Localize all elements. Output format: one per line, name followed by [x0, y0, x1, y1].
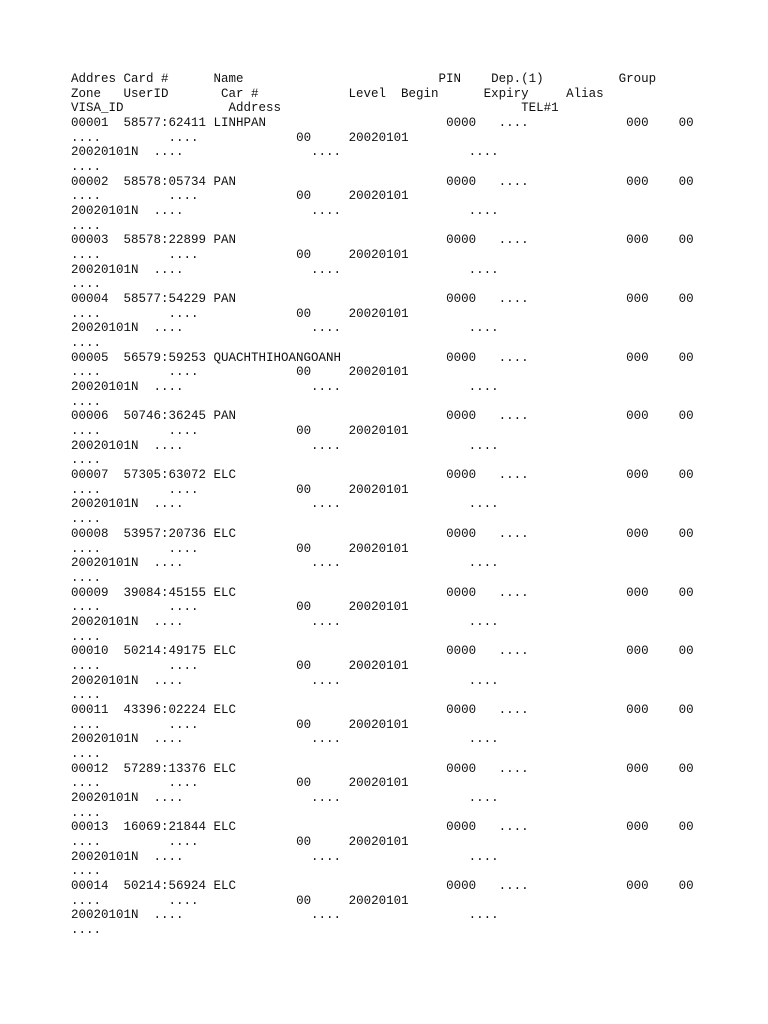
tel-value: ....: [468, 614, 499, 629]
record-line-4: [71, 688, 694, 703]
alias-value: ....: [71, 629, 102, 644]
record-line-2: [71, 894, 694, 909]
zone-value: ....: [71, 893, 169, 908]
addres-value: 00001: [71, 116, 124, 131]
record-line-4: [71, 336, 694, 351]
pin-value: 0000: [446, 350, 499, 365]
pin-value: 0000: [446, 585, 499, 600]
record-line-1: [71, 233, 694, 248]
record-line-1: [71, 175, 694, 190]
group-value: 000: [626, 174, 679, 189]
zone-value: ....: [71, 776, 169, 791]
tel-value: ....: [468, 262, 499, 277]
tel-value: ....: [468, 145, 499, 160]
tel-value: ....: [468, 908, 499, 923]
pin-value: 0000: [446, 702, 499, 717]
begin-value: 20020101: [348, 893, 409, 908]
level-value: 00: [296, 130, 349, 145]
name-value: ELC: [213, 526, 447, 541]
userid-value: ....: [168, 600, 297, 615]
userid-value: ....: [168, 130, 297, 145]
dep-value: ....: [498, 585, 627, 600]
visa-id-value: 20020101N: [71, 673, 154, 688]
visa-id-value: 20020101N: [71, 614, 154, 629]
record-line-3: [71, 850, 694, 865]
dep-value: ....: [498, 526, 627, 541]
zone-value: ....: [71, 306, 169, 321]
card-number-value: 58578:05734: [123, 174, 214, 189]
card-number-value: 39084:45155: [123, 585, 214, 600]
userid-value: ....: [168, 248, 297, 263]
zone-value: ....: [71, 365, 169, 380]
record: [71, 233, 694, 292]
tel-value: ....: [468, 321, 499, 336]
group-sub-value: 00: [678, 233, 694, 248]
record-line-1: [71, 527, 694, 542]
tel-value: ....: [468, 673, 499, 688]
tel-value: ....: [468, 556, 499, 571]
group-value: 000: [626, 585, 679, 600]
zone-value: ....: [71, 834, 169, 849]
record-line-2: [71, 189, 694, 204]
addres-value: 00008: [71, 526, 124, 541]
addres-value: 00013: [71, 820, 124, 835]
tel-value: ....: [468, 790, 499, 805]
record-line-1: [71, 351, 694, 366]
alias-value: ....: [71, 688, 102, 703]
dep-value: ....: [498, 116, 627, 131]
record-line-2: [71, 718, 694, 733]
userid-value: ....: [168, 893, 297, 908]
card-number-value: 50214:49175: [123, 644, 214, 659]
record: [71, 703, 694, 762]
level-value: 00: [296, 717, 349, 732]
record-line-3: [71, 674, 694, 689]
addres-value: 00009: [71, 585, 124, 600]
record: [71, 820, 694, 879]
group-sub-value: 00: [678, 468, 694, 483]
header-line-1: Addres Card # Name PIN Dep.(1) Group: [71, 72, 657, 86]
record-line-4: [71, 219, 694, 234]
record-line-1: [71, 116, 694, 131]
name-value: QUACHTHIHOANGOANH: [213, 350, 447, 365]
visa-id-value: 20020101N: [71, 438, 154, 453]
alias-value: ....: [71, 922, 102, 937]
begin-value: 20020101: [348, 834, 409, 849]
record-line-2: [71, 424, 694, 439]
addres-value: 00007: [71, 468, 124, 483]
userid-value: ....: [168, 306, 297, 321]
pin-value: 0000: [446, 468, 499, 483]
begin-value: 20020101: [348, 776, 409, 791]
name-value: ELC: [213, 820, 447, 835]
level-value: 00: [296, 365, 349, 380]
name-value: PAN: [213, 233, 447, 248]
tel-value: ....: [468, 204, 499, 219]
tel-value: ....: [468, 497, 499, 512]
pin-value: 0000: [446, 644, 499, 659]
record-line-3: [71, 497, 694, 512]
visa-id-value: 20020101N: [71, 262, 154, 277]
address-value: ....: [153, 732, 312, 747]
address-value: ....: [153, 321, 312, 336]
name-value: PAN: [213, 292, 447, 307]
level-value: 00: [296, 306, 349, 321]
begin-value: 20020101: [348, 189, 409, 204]
group-sub-value: 00: [678, 292, 694, 307]
record-line-4: [71, 806, 694, 821]
record-line-1: [71, 644, 694, 659]
expiry-value: ....: [311, 145, 469, 160]
group-sub-value: 00: [678, 761, 694, 776]
visa-id-value: 20020101N: [71, 321, 154, 336]
group-sub-value: 00: [678, 878, 694, 893]
record-line-3: [71, 791, 694, 806]
record-line-1: [71, 820, 694, 835]
alias-value: ....: [71, 805, 102, 820]
group-value: 000: [626, 702, 679, 717]
group-value: 000: [626, 116, 679, 131]
name-value: ELC: [213, 585, 447, 600]
dep-value: ....: [498, 174, 627, 189]
group-sub-value: 00: [678, 350, 694, 365]
address-value: ....: [153, 614, 312, 629]
visa-id-value: 20020101N: [71, 145, 154, 160]
group-value: 000: [626, 350, 679, 365]
alias-value: ....: [71, 394, 102, 409]
record: [71, 468, 694, 527]
level-value: 00: [296, 189, 349, 204]
visa-id-value: 20020101N: [71, 908, 154, 923]
card-number-value: 50214:56924: [123, 878, 214, 893]
addres-value: 00012: [71, 761, 124, 776]
record-line-2: [71, 307, 694, 322]
alias-value: ....: [71, 453, 102, 468]
alias-value: ....: [71, 864, 102, 879]
userid-value: ....: [168, 189, 297, 204]
record-line-3: [71, 380, 694, 395]
header-line-2: Zone UserID Car # Level Begin Expiry Alias: [71, 86, 604, 101]
pin-value: 0000: [446, 233, 499, 248]
record-line-2: [71, 483, 694, 498]
record-line-2: [71, 365, 694, 380]
record-line-4: [71, 160, 694, 175]
visa-id-value: 20020101N: [71, 732, 154, 747]
group-sub-value: 00: [678, 644, 694, 659]
begin-value: 20020101: [348, 424, 409, 439]
begin-value: 20020101: [348, 365, 409, 380]
record-line-3: [71, 204, 694, 219]
pin-value: 0000: [446, 174, 499, 189]
expiry-value: ....: [311, 614, 469, 629]
record-line-2: [71, 659, 694, 674]
name-value: ELC: [213, 878, 447, 893]
record-line-4: [71, 630, 694, 645]
zone-value: ....: [71, 658, 169, 673]
level-value: 00: [296, 482, 349, 497]
userid-value: ....: [168, 482, 297, 497]
card-number-value: 43396:02224: [123, 702, 214, 717]
alias-value: ....: [71, 512, 102, 527]
visa-id-value: 20020101N: [71, 497, 154, 512]
dep-value: ....: [498, 878, 627, 893]
record-line-3: [71, 439, 694, 454]
userid-value: ....: [168, 717, 297, 732]
name-value: PAN: [213, 409, 447, 424]
zone-value: ....: [71, 600, 169, 615]
pin-value: 0000: [446, 116, 499, 131]
record-line-4: [71, 453, 694, 468]
group-sub-value: 00: [678, 585, 694, 600]
card-number-value: 58578:22899: [123, 233, 214, 248]
record-line-2: [71, 131, 694, 146]
record-line-1: [71, 879, 694, 894]
record: [71, 527, 694, 586]
record-line-3: [71, 615, 694, 630]
level-value: 00: [296, 541, 349, 556]
expiry-value: ....: [311, 849, 469, 864]
record: [71, 409, 694, 468]
card-number-value: 16069:21844: [123, 820, 214, 835]
addres-value: 00010: [71, 644, 124, 659]
dep-value: ....: [498, 702, 627, 717]
record-line-2: [71, 776, 694, 791]
expiry-value: ....: [311, 321, 469, 336]
zone-value: ....: [71, 130, 169, 145]
level-value: 00: [296, 248, 349, 263]
tel-value: ....: [468, 849, 499, 864]
addres-value: 00003: [71, 233, 124, 248]
group-value: 000: [626, 644, 679, 659]
begin-value: 20020101: [348, 306, 409, 321]
group-value: 000: [626, 878, 679, 893]
visa-id-value: 20020101N: [71, 380, 154, 395]
alias-value: ....: [71, 570, 102, 585]
visa-id-value: 20020101N: [71, 204, 154, 219]
expiry-value: ....: [311, 262, 469, 277]
record-line-2: [71, 542, 694, 557]
begin-value: 20020101: [348, 130, 409, 145]
pin-value: 0000: [446, 761, 499, 776]
zone-value: ....: [71, 482, 169, 497]
level-value: 00: [296, 424, 349, 439]
expiry-value: ....: [311, 556, 469, 571]
alias-value: ....: [71, 277, 102, 292]
userid-value: ....: [168, 541, 297, 556]
record-line-3: [71, 732, 694, 747]
expiry-value: ....: [311, 673, 469, 688]
expiry-value: ....: [311, 790, 469, 805]
zone-value: ....: [71, 248, 169, 263]
userid-value: ....: [168, 365, 297, 380]
alias-value: ....: [71, 218, 102, 233]
dep-value: ....: [498, 409, 627, 424]
record-line-2: [71, 600, 694, 615]
begin-value: 20020101: [348, 248, 409, 263]
record-line-3: [71, 321, 694, 336]
level-value: 00: [296, 834, 349, 849]
name-value: ELC: [213, 702, 447, 717]
zone-value: ....: [71, 189, 169, 204]
card-report-listing: [71, 72, 694, 938]
card-number-value: 57305:63072: [123, 468, 214, 483]
addres-value: 00002: [71, 174, 124, 189]
expiry-value: ....: [311, 438, 469, 453]
group-value: 000: [626, 233, 679, 248]
begin-value: 20020101: [348, 600, 409, 615]
group-value: 000: [626, 468, 679, 483]
record: [71, 292, 694, 351]
expiry-value: ....: [311, 732, 469, 747]
address-value: ....: [153, 262, 312, 277]
userid-value: ....: [168, 834, 297, 849]
address-value: ....: [153, 673, 312, 688]
group-value: 000: [626, 820, 679, 835]
record-line-3: [71, 908, 694, 923]
begin-value: 20020101: [348, 717, 409, 732]
dep-value: ....: [498, 350, 627, 365]
record-line-4: [71, 923, 694, 938]
group-value: 000: [626, 761, 679, 776]
record-line-1: [71, 409, 694, 424]
expiry-value: ....: [311, 204, 469, 219]
header-line-3: VISA_ID Address TEL#1: [71, 101, 559, 116]
name-value: LINHPAN: [213, 116, 447, 131]
alias-value: ....: [71, 160, 102, 175]
address-value: ....: [153, 438, 312, 453]
record-line-2: [71, 835, 694, 850]
level-value: 00: [296, 600, 349, 615]
record: [71, 586, 694, 645]
begin-value: 20020101: [348, 541, 409, 556]
record-line-3: [71, 145, 694, 160]
begin-value: 20020101: [348, 658, 409, 673]
record-line-2: [71, 248, 694, 263]
dep-value: ....: [498, 761, 627, 776]
card-number-value: 56579:59253: [123, 350, 214, 365]
pin-value: 0000: [446, 820, 499, 835]
record: [71, 116, 694, 175]
visa-id-value: 20020101N: [71, 790, 154, 805]
addres-value: 00006: [71, 409, 124, 424]
record-line-1: [71, 292, 694, 307]
card-number-value: 57289:13376: [123, 761, 214, 776]
record: [71, 879, 694, 938]
zone-value: ....: [71, 541, 169, 556]
name-value: PAN: [213, 174, 447, 189]
addres-value: 00014: [71, 878, 124, 893]
userid-value: ....: [168, 658, 297, 673]
group-sub-value: 00: [678, 526, 694, 541]
record-line-4: [71, 395, 694, 410]
card-number-value: 58577:54229: [123, 292, 214, 307]
level-value: 00: [296, 776, 349, 791]
address-value: ....: [153, 908, 312, 923]
record-line-4: [71, 864, 694, 879]
tel-value: ....: [468, 380, 499, 395]
record-line-4: [71, 277, 694, 292]
card-number-value: 58577:62411: [123, 116, 214, 131]
expiry-value: ....: [311, 497, 469, 512]
name-value: ELC: [213, 644, 447, 659]
dep-value: ....: [498, 644, 627, 659]
visa-id-value: 20020101N: [71, 849, 154, 864]
address-value: ....: [153, 556, 312, 571]
card-number-value: 53957:20736: [123, 526, 214, 541]
record: [71, 175, 694, 234]
group-value: 000: [626, 409, 679, 424]
level-value: 00: [296, 893, 349, 908]
level-value: 00: [296, 658, 349, 673]
userid-value: ....: [168, 424, 297, 439]
record-line-4: [71, 571, 694, 586]
group-value: 000: [626, 292, 679, 307]
userid-value: ....: [168, 776, 297, 791]
group-value: 000: [626, 526, 679, 541]
address-value: ....: [153, 849, 312, 864]
group-sub-value: 00: [678, 174, 694, 189]
address-value: ....: [153, 790, 312, 805]
zone-value: ....: [71, 424, 169, 439]
dep-value: ....: [498, 233, 627, 248]
expiry-value: ....: [311, 380, 469, 395]
group-sub-value: 00: [678, 702, 694, 717]
record-line-4: [71, 747, 694, 762]
tel-value: ....: [468, 438, 499, 453]
addres-value: 00004: [71, 292, 124, 307]
name-value: ELC: [213, 468, 447, 483]
name-value: ELC: [213, 761, 447, 776]
record: [71, 644, 694, 703]
addres-value: 00011: [71, 702, 124, 717]
visa-id-value: 20020101N: [71, 556, 154, 571]
dep-value: ....: [498, 820, 627, 835]
pin-value: 0000: [446, 526, 499, 541]
record-list: [71, 116, 694, 938]
alias-value: ....: [71, 336, 102, 351]
record-line-4: [71, 512, 694, 527]
zone-value: ....: [71, 717, 169, 732]
alias-value: ....: [71, 746, 102, 761]
card-number-value: 50746:36245: [123, 409, 214, 424]
pin-value: 0000: [446, 878, 499, 893]
dep-value: ....: [498, 468, 627, 483]
record-line-1: [71, 586, 694, 601]
begin-value: 20020101: [348, 482, 409, 497]
group-sub-value: 00: [678, 116, 694, 131]
address-value: ....: [153, 380, 312, 395]
group-sub-value: 00: [678, 409, 694, 424]
addres-value: 00005: [71, 350, 124, 365]
record-line-3: [71, 263, 694, 278]
record-line-1: [71, 468, 694, 483]
record-line-3: [71, 556, 694, 571]
pin-value: 0000: [446, 292, 499, 307]
address-value: ....: [153, 497, 312, 512]
pin-value: 0000: [446, 409, 499, 424]
address-value: ....: [153, 145, 312, 160]
group-sub-value: 00: [678, 820, 694, 835]
tel-value: ....: [468, 732, 499, 747]
record: [71, 762, 694, 821]
record-line-1: [71, 703, 694, 718]
record: [71, 351, 694, 410]
dep-value: ....: [498, 292, 627, 307]
address-value: ....: [153, 204, 312, 219]
record-line-1: [71, 762, 694, 777]
expiry-value: ....: [311, 908, 469, 923]
